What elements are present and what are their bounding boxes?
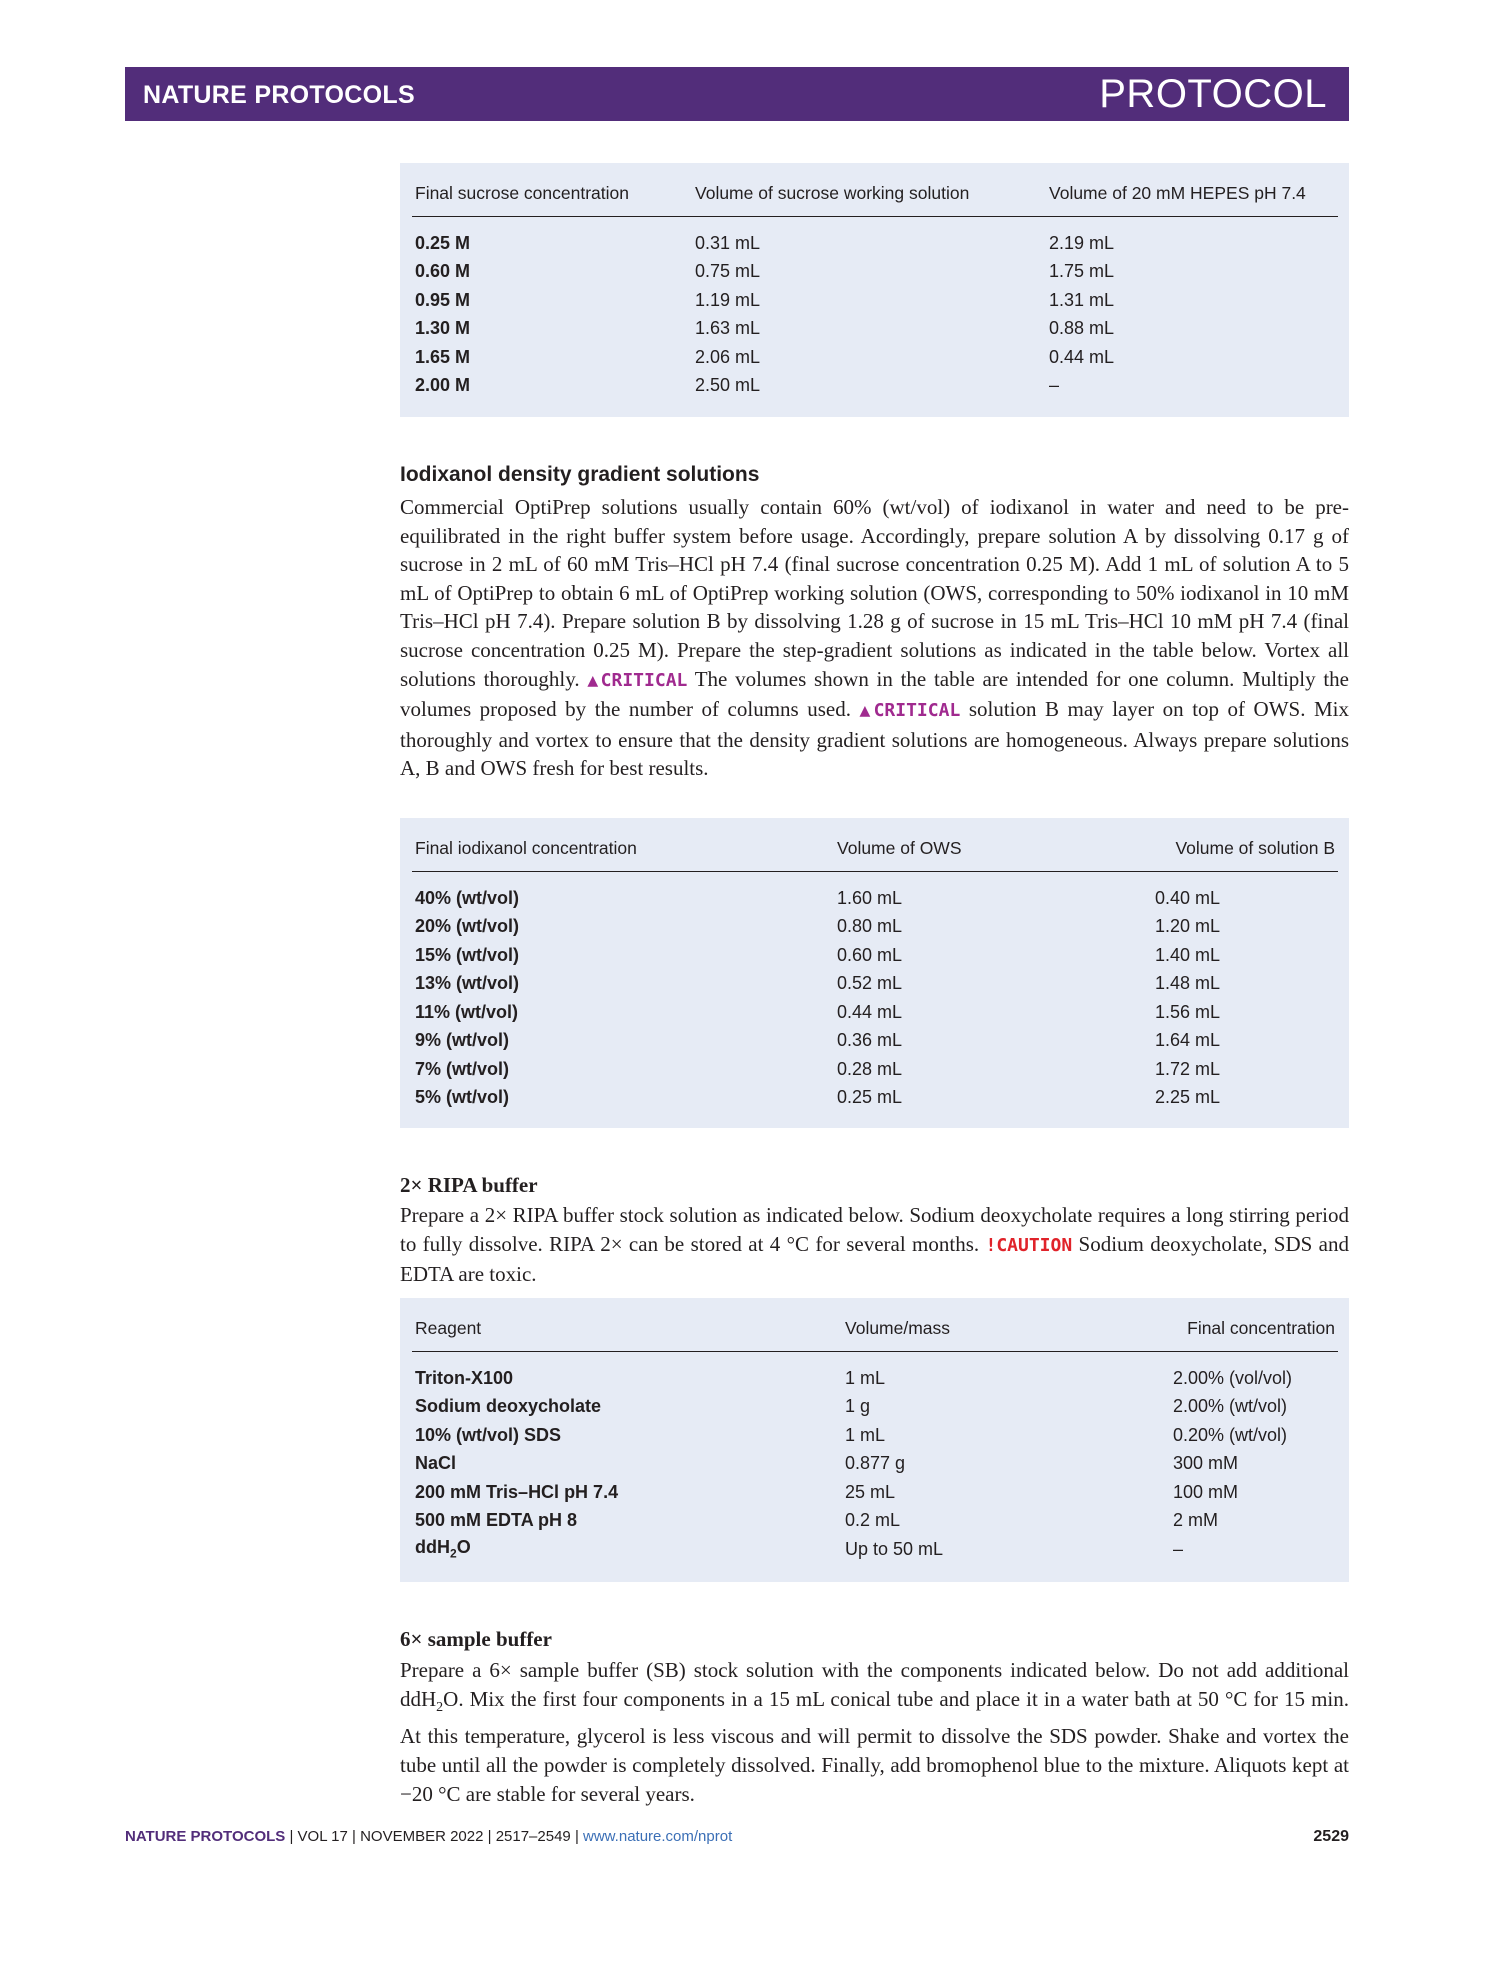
table-cell: 1.72 mL: [1155, 1058, 1221, 1079]
table-row: [412, 217, 1338, 258]
table-row: [412, 286, 1338, 315]
sucrose-table: [400, 163, 1349, 417]
table-cell: 1.48 mL: [1155, 973, 1221, 994]
table-cell: 2 mM: [1173, 1510, 1218, 1531]
table-cell: 1 g: [845, 1396, 871, 1417]
caution-label: !CAUTION: [985, 1234, 1073, 1256]
table-cell: 0.877 g: [845, 1453, 906, 1474]
paragraph: Prepare a 6× sample buffer (SB) stock solution with the components indicated below. Do not add additional ddH$_2$O. Mix the first four components in a 15 mL conical tube and place it in a water bath at 50 °C for 15 min. At this temperature, glycerol is less viscous and will permit to dissolve the SDS powder. Shake and vortex the tube until all the powder is completely dissolved. Finally, add bromophenol blue to the mixture. Aliquots kept at −20 °C are stable for several years.: [400, 1658, 1349, 1806]
table-cell: 0.52 mL: [837, 973, 903, 994]
table-cell: 0.44 mL: [837, 1001, 903, 1022]
table-row: [412, 970, 1338, 999]
paragraph-text: O. Mix the first four components in a 15 mL conical tube and place it in a water bath at 50 °C for 15 min. At this temperature, glycerol is less viscous and will permit to dissolve the SDS powder. Shake and vortex the tube until all the powder is completely dissolved. Finally, add bromophenol blue to the mixture. Aliquots kept at −20 °C are stable for several years.: [400, 1686, 1349, 1806]
table-cell: Up to 50 mL: [845, 1538, 944, 1559]
table-cell: 0.75 mL: [695, 261, 761, 282]
table-cell: 1 mL: [845, 1367, 886, 1388]
table-cell: 10% (wt/vol) SDS: [415, 1424, 562, 1445]
page-footer: [125, 1828, 1349, 1845]
table-cell: 500 mM EDTA pH 8: [415, 1510, 578, 1531]
table-cell: 0.88 mL: [1049, 318, 1115, 339]
column-header: Volume of sucrose working solution: [692, 163, 1046, 217]
table-row: [412, 872, 1338, 913]
table-cell: 0.44 mL: [1049, 346, 1115, 367]
table-cell: 11% (wt/vol): [415, 1001, 519, 1022]
table-row: [412, 1450, 1338, 1479]
column-header: Volume of solution B: [1152, 818, 1338, 872]
table-row: [412, 913, 1338, 942]
table-row: [412, 372, 1338, 401]
table-row: [412, 1421, 1338, 1450]
paragraph: [400, 1201, 1349, 1289]
table-cell: 2.25 mL: [1155, 1087, 1221, 1108]
paragraph-text: The volumes shown in the table are intended for one column. Multiply the volumes proposed by the number of columns used.: [400, 666, 1349, 722]
table-row: [412, 1507, 1338, 1536]
table-cell: 0.80 mL: [837, 916, 903, 937]
table-cell: Triton-X100: [415, 1367, 514, 1388]
table-row: [412, 1084, 1338, 1113]
table-cell: 9% (wt/vol): [415, 1030, 510, 1051]
column-header: Volume of OWS: [834, 818, 1152, 872]
table-row: [412, 1055, 1338, 1084]
section-heading: Iodixanol density gradient solutions: [400, 463, 760, 486]
table-cell: 40% (wt/vol): [415, 887, 520, 908]
table-cell: 1.60 mL: [837, 887, 903, 908]
table-cell: 13% (wt/vol): [415, 973, 520, 994]
table-cell: 0.25 mL: [837, 1087, 903, 1108]
table-cell: 300 mM: [1173, 1453, 1239, 1474]
table-cell: 2.00 M: [415, 375, 471, 396]
iodixanol-table: [400, 818, 1349, 1128]
table-cell: 25 mL: [845, 1481, 896, 1502]
table-cell: 2.06 mL: [695, 346, 761, 367]
table-cell: 2.19 mL: [1049, 232, 1115, 253]
table-cell: NaCl: [415, 1453, 457, 1474]
footer-url-link[interactable]: www.nature.com/nprot: [583, 1828, 733, 1845]
table-cell: 0.28 mL: [837, 1058, 903, 1079]
table-cell: 200 mM Tris–HCl pH 7.4: [415, 1481, 619, 1502]
table-cell: 1.30 M: [415, 318, 471, 339]
column-header: Reagent: [412, 1298, 842, 1352]
table-row: [412, 1535, 1338, 1564]
paragraph: [400, 493, 1349, 783]
paragraph-text: Prepare a 2× RIPA buffer stock solution as indicated below. Sodium deoxycholate requires a long stirring period to fully dissolve. RIPA 2× can be stored at 4 °C for several months.: [400, 1203, 1349, 1256]
table-cell: 1.56 mL: [1155, 1001, 1221, 1022]
table-cell: 2.50 mL: [695, 375, 761, 396]
table-cell: 1.19 mL: [695, 289, 761, 310]
journal-name: NATURE PROTOCOLS: [143, 81, 415, 109]
section-heading: 6× sample buffer: [400, 1627, 552, 1651]
table-cell: 0.25 M: [415, 232, 471, 253]
paragraph-text: Commercial OptiPrep solutions usually contain 60% (wt/vol) of iodixanol in water and need to be pre-equilibrated in the right buffer system before usage. Accordingly, prepare solution A by dissolving 0.17 g of sucrose in 2 mL of 60 mM Tris–HCl pH 7.4 (final sucrose concentration 0.25 M). Add 1 mL of solution A to 5 mL of OptiPrep to obtain 6 mL of OptiPrep working solution (OWS, corresponding to 50% iodixanol in 10 mM Tris–HCl pH 7.4). Prepare solution B by dissolving 1.28 g of sucrose in 15 mL Tris–HCl 10 mM pH 7.4 (final sucrose concentration 0.25 M). Prepare the step-gradient solutions as indicated in the table below. Vortex all solutions thoroughly.: [400, 495, 1349, 691]
ripa-table: [400, 1298, 1349, 1582]
table-cell: 1.75 mL: [1049, 261, 1115, 282]
table-cell: 0.60 mL: [837, 944, 903, 965]
table-cell: 0.95 M: [415, 289, 471, 310]
critical-label: ▲CRITICAL: [859, 700, 961, 722]
column-header: Volume of 20 mM HEPES pH 7.4: [1046, 163, 1338, 217]
table-cell: 1.31 mL: [1049, 289, 1115, 310]
table-row: [412, 1352, 1338, 1393]
table-cell: 20% (wt/vol): [415, 916, 520, 937]
table-row: [412, 315, 1338, 344]
table-cell: 1.40 mL: [1155, 944, 1221, 965]
journal-header: [125, 67, 1349, 121]
column-header: Final iodixanol concentration: [412, 818, 834, 872]
table-cell: 0.20% (wt/vol): [1173, 1424, 1288, 1445]
section-heading: 2× RIPA buffer: [400, 1173, 538, 1197]
table-cell: 0.40 mL: [1155, 887, 1221, 908]
table-cell: 2.00% (wt/vol): [1173, 1396, 1288, 1417]
table-cell: 1 mL: [845, 1424, 886, 1445]
table-cell: –: [1049, 375, 1060, 396]
table-cell: 15% (wt/vol): [415, 944, 520, 965]
paragraph-text: Prepare a 6× sample buffer (SB) stock solution with the components indicated below. Do not add additional ddH: [400, 1658, 1349, 1711]
column-header: Final concentration: [1170, 1298, 1338, 1352]
article-type: PROTOCOL: [1099, 72, 1327, 116]
table-cell: 5% (wt/vol): [415, 1087, 510, 1108]
table-row: [412, 343, 1338, 372]
table-row: [412, 998, 1338, 1027]
table-row: [412, 1027, 1338, 1056]
table-row: [412, 258, 1338, 287]
table-cell: –: [1173, 1538, 1184, 1559]
table-cell: 0.36 mL: [837, 1030, 903, 1051]
table-cell: 100 mM: [1173, 1481, 1239, 1502]
table-row: [412, 1478, 1338, 1507]
table-cell: 1.20 mL: [1155, 916, 1221, 937]
table-row: [412, 941, 1338, 970]
table-row: [412, 1393, 1338, 1422]
page-number: 2529: [1313, 1828, 1349, 1845]
table-cell: 0.31 mL: [695, 232, 761, 253]
paragraph-text: Sodium deoxycholate, SDS and EDTA are toxic.: [400, 1231, 1349, 1287]
table-cell: 1.65 M: [415, 346, 471, 367]
table-cell: 0.2 mL: [845, 1510, 901, 1531]
table-cell: Sodium deoxycholate: [415, 1396, 602, 1417]
table-cell: 0.60 M: [415, 261, 471, 282]
column-header: Final sucrose concentration: [412, 163, 692, 217]
critical-label: ▲CRITICAL: [587, 669, 688, 691]
footer-citation: | VOL 17 | NOVEMBER 2022 | 2517–2549 |: [289, 1828, 579, 1845]
table-cell: 7% (wt/vol): [415, 1058, 510, 1079]
table-cell: ddH$_2$O: [415, 1537, 471, 1562]
table-cell: 1.64 mL: [1155, 1030, 1221, 1051]
table-cell: 2.00% (vol/vol): [1173, 1367, 1293, 1388]
footer-journal: NATURE PROTOCOLS: [125, 1828, 286, 1845]
paragraph-text: solution B may layer on top of OWS. Mix thoroughly and vortex to ensure that the density gradient solutions are homogeneous. Always prepare solutions A, B and OWS fresh for best results.: [400, 697, 1349, 781]
table-cell: 1.63 mL: [695, 318, 761, 339]
column-header: Volume/mass: [842, 1298, 1170, 1352]
